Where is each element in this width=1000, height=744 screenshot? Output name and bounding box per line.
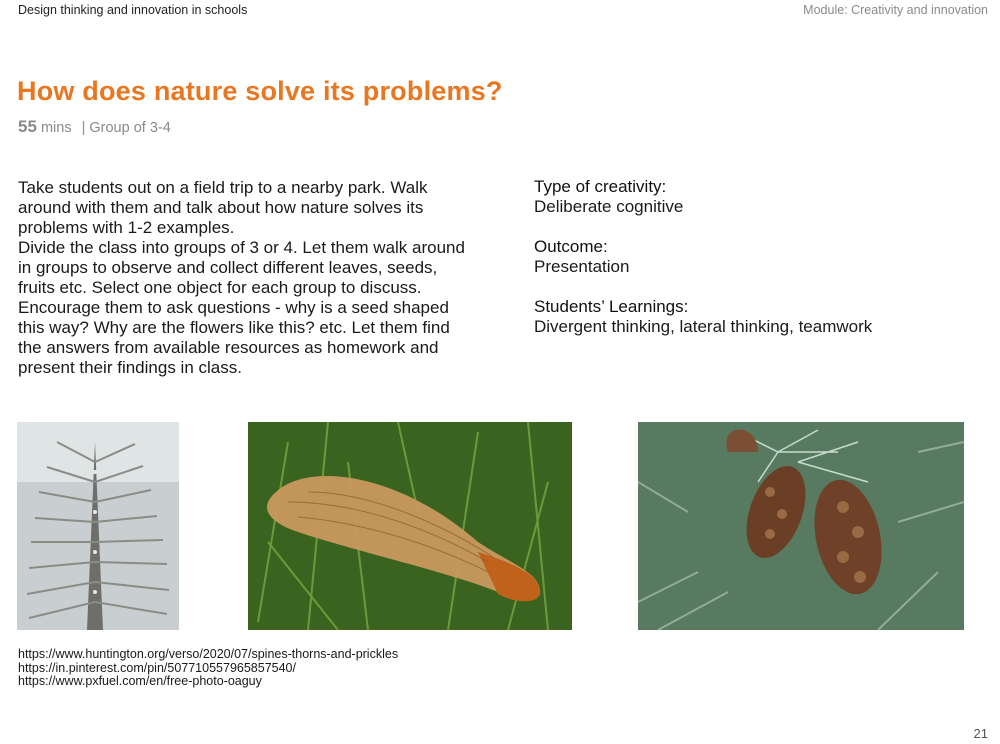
creativity-block <box>534 177 954 217</box>
image-sources <box>18 648 398 689</box>
creativity-value: Deliberate cognitive <box>534 197 684 216</box>
duration-unit: mins <box>40 120 72 136</box>
source-link[interactable]: https://www.huntington.org/verso/2020/07/spines-thorns-and-prickles <box>18 647 399 661</box>
spiny-plant-photo <box>17 422 179 630</box>
meta-separator: | <box>81 120 86 136</box>
maple-seed-photo <box>248 422 572 630</box>
learnings-label: Students’ Learnings: <box>534 297 689 316</box>
header-module-title: Module: Creativity and innovation <box>803 3 988 17</box>
pine-cones-illustration <box>638 422 964 630</box>
activity-meta <box>18 117 171 137</box>
activity-details <box>534 177 954 357</box>
source-link[interactable]: https://www.pxfuel.com/en/free-photo-oaguy <box>18 674 262 688</box>
creativity-label: Type of creativity: <box>534 177 667 196</box>
outcome-block <box>534 237 954 277</box>
outcome-label: Outcome: <box>534 237 608 256</box>
description-paragraph-2: Divide the class into groups of 3 or 4. Let them walk around in groups to observe and collect different leaves, seeds, fruits etc. Select one object for each group to discuss. Encourage them to ask questions - why is a seed shaped this way? Why are the flowers like this? etc. Let them find the answers from available resources as homework and present their findings in class. <box>18 238 465 377</box>
learnings-block <box>534 297 954 337</box>
source-link[interactable]: https://in.pinterest.com/pin/507710557965857540/ <box>18 660 296 675</box>
header-course-title: Design thinking and innovation in schools <box>18 3 248 17</box>
activity-description <box>18 178 473 378</box>
pine-cones-photo <box>638 422 964 630</box>
page-number: 21 <box>973 726 988 741</box>
duration-number: 55 <box>18 117 37 136</box>
page-title: How does nature solve its problems? <box>17 76 503 106</box>
spiny-plant-illustration <box>17 422 179 630</box>
description-paragraph-1: Take students out on a field trip to a nearby park. Walk around with them and talk about how nature solves its problems with 1-2 examples. <box>18 178 428 237</box>
outcome-value: Presentation <box>534 257 630 276</box>
learnings-value: Divergent thinking, lateral thinking, teamwork <box>534 317 873 336</box>
maple-seed-illustration <box>248 422 572 630</box>
group-size: Group of 3-4 <box>89 120 171 136</box>
